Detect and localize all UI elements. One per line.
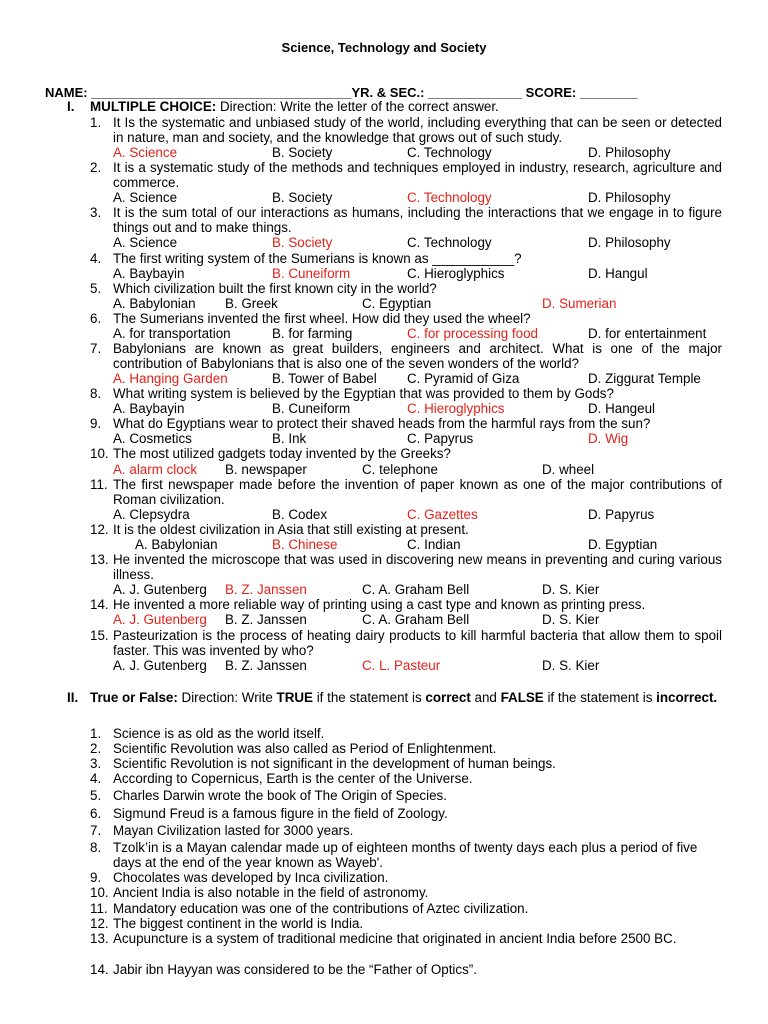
answer-choice-correct: A. J. Gutenberg — [113, 612, 207, 627]
mc-question — [90, 160, 722, 190]
question-text: It is the oldest civilization in Asia that still existing at present. — [113, 522, 469, 537]
answer-choice: B. Society — [272, 190, 333, 205]
item-number: 4. — [90, 771, 102, 786]
answer-choice: D. wheel — [542, 462, 595, 477]
answer-choice: D. Philosophy — [588, 145, 671, 160]
answer-choice: A. Baybayin — [113, 266, 185, 281]
answer-choice-correct: B. Z. Janssen — [225, 582, 307, 597]
section-number: I. — [67, 99, 75, 114]
section-label: MULTIPLE CHOICE: — [90, 99, 217, 114]
question-number: 13. — [90, 552, 109, 567]
student-info-line: NAME: ____________________________________YR. & SEC.: _____________ SCORE: ________ — [45, 85, 638, 100]
item-number: 10. — [90, 885, 109, 900]
item-number: 3. — [90, 756, 102, 771]
true-false-item — [90, 756, 722, 771]
answer-choice: C. Indian — [407, 537, 461, 552]
direction-part: if the statement is — [312, 690, 426, 705]
question-number: 5. — [90, 281, 102, 296]
answer-choice: B. Z. Janssen — [225, 612, 307, 627]
answer-choice: D. Hangul — [588, 266, 648, 281]
direction-part: TRUE — [276, 690, 313, 705]
question-number: 7. — [90, 341, 102, 356]
answer-choice: B. Z. Janssen — [225, 658, 307, 673]
true-false-item — [90, 962, 722, 977]
item-text: The biggest continent in the world is India. — [113, 916, 364, 931]
true-false-item — [90, 788, 722, 803]
question-number: 8. — [90, 386, 102, 401]
item-text: Charles Darwin wrote the book of The Origin of Species. — [113, 788, 447, 803]
true-false-item — [90, 931, 722, 946]
answer-choice: A. Babylonian — [135, 537, 218, 552]
section-number: II. — [67, 690, 79, 705]
question-text: He invented the microscope that was used in discovering new means in preventing and curing various illness. — [113, 552, 722, 583]
item-number: 12. — [90, 916, 109, 931]
question-number: 9. — [90, 416, 102, 431]
answer-choice-correct: A. alarm clock — [113, 462, 198, 477]
direction-part: FALSE — [500, 690, 544, 705]
answer-choice-correct: A. Science — [113, 145, 178, 160]
mc-question — [90, 628, 722, 658]
mc-question — [90, 341, 722, 371]
question-text: The Sumerians invented the first wheel. How did they used the wheel? — [113, 311, 531, 326]
mc-question — [90, 205, 722, 235]
question-number: 1. — [90, 115, 102, 130]
answer-choice-correct: A. Hanging Garden — [113, 371, 228, 386]
answer-choice: D. S. Kier — [542, 658, 600, 673]
answer-choice: A. Babylonian — [113, 296, 196, 311]
question-text: Babylonians are known as great builders, engineers and architect. What is one of the major contribution of Babylonians that is also one of the seven wonders of the world? — [113, 341, 722, 372]
mc-question — [90, 386, 722, 401]
answer-choice: A. for transportation — [113, 326, 231, 341]
item-text: Chocolates was developed by Inca civilization. — [113, 870, 389, 885]
answer-choice: D. S. Kier — [542, 582, 600, 597]
true-false-item — [90, 916, 722, 931]
true-false-item — [90, 823, 722, 838]
true-false-item — [90, 726, 722, 741]
answer-choice: B. Cuneiform — [272, 401, 351, 416]
mc-question — [90, 597, 722, 612]
question-text: He invented a more reliable way of printing using a cast type and known as printing press. — [113, 597, 646, 612]
answer-choice: D. Philosophy — [588, 190, 671, 205]
item-text: Science is as old as the world itself. — [113, 726, 325, 741]
question-number: 14. — [90, 597, 109, 612]
answer-choice: C. A. Graham Bell — [362, 582, 470, 597]
question-text: It Is the systematic and unbiased study of the world, including everything that can be seen or detected in nature, man and society, and the knowledge that grows out of such study. — [113, 115, 722, 146]
question-text: Pasteurization is the process of heating dairy products to kill harmful bacteria that allow them to spoil faster. This was invented by who? — [113, 628, 722, 659]
answer-choice-correct: D. Wig — [588, 431, 629, 446]
answer-choice: B. for farming — [272, 326, 353, 341]
question-text: The first writing system of the Sumerians is known as ___________? — [113, 251, 522, 266]
answer-choice: B. newspaper — [225, 462, 307, 477]
question-number: 10. — [90, 446, 109, 461]
answer-choice: D. Hangeul — [588, 401, 655, 416]
answer-choice: A. Science — [113, 235, 178, 250]
question-text: Which civilization built the first known city in the world? — [113, 281, 437, 296]
answer-choice: A. J. Gutenberg — [113, 658, 207, 673]
item-number: 11. — [90, 901, 108, 916]
true-false-item — [90, 840, 722, 870]
answer-choice: C. Technology — [407, 145, 492, 160]
answer-choice: D. S. Kier — [542, 612, 600, 627]
mc-question — [90, 552, 722, 582]
true-false-item — [90, 771, 722, 786]
item-number: 6. — [90, 806, 102, 821]
answer-choice-correct: D. Sumerian — [542, 296, 617, 311]
question-text: The most utilized gadgets today invented by the Greeks? — [113, 446, 451, 461]
answer-choice: D. Ziggurat Temple — [588, 371, 701, 386]
answer-choice: B. Society — [272, 145, 333, 160]
answer-choice: B. Tower of Babel — [272, 371, 377, 386]
item-number: 14. — [90, 962, 109, 977]
question-text: It is a systematic study of the methods and techniques employed in industry, research, agriculture and commerce. — [113, 160, 722, 191]
answer-choice: D. Papyrus — [588, 507, 655, 522]
item-text: Tzolk’in is a Mayan calendar made up of eighteen months of twenty days each plus a period of five days at the end of the year known as Wayeb'. — [113, 840, 698, 871]
answer-choice: C. Papyrus — [407, 431, 474, 446]
question-number: 15. — [90, 628, 109, 643]
answer-choice: C. Technology — [407, 235, 492, 250]
true-false-item — [90, 901, 722, 916]
question-text: The first newspaper made before the invention of paper known as one of the major contributions of Roman civilization. — [113, 477, 722, 508]
answer-choice: B. Ink — [272, 431, 307, 446]
answer-choice: A. Cosmetics — [113, 431, 192, 446]
true-false-item — [90, 806, 722, 821]
direction-part: if the statement is — [543, 690, 657, 705]
answer-choice: A. Clepsydra — [113, 507, 190, 522]
mc-question — [90, 311, 722, 326]
answer-choice-correct: C. Gazettes — [407, 507, 478, 522]
question-text: What writing system is believed by the Egyptian that was provided to them by Gods? — [113, 386, 614, 401]
answer-choice-correct: B. Society — [272, 235, 333, 250]
direction-part: and — [470, 690, 501, 705]
direction-part: incorrect. — [656, 690, 718, 705]
item-number: 2. — [90, 741, 102, 756]
question-number: 3. — [90, 205, 102, 220]
answer-choice: D. Philosophy — [588, 235, 671, 250]
mc-question — [90, 477, 722, 507]
mc-question — [90, 522, 722, 537]
mc-question — [90, 281, 722, 296]
answer-choice: C. Egyptian — [362, 296, 432, 311]
answer-choice: C. telephone — [362, 462, 438, 477]
question-number: 2. — [90, 160, 102, 175]
answer-choice-correct: C. Technology — [407, 190, 492, 205]
true-false-item — [90, 741, 722, 756]
answer-choice: A. Baybayin — [113, 401, 185, 416]
answer-choice-correct: B. Cuneiform — [272, 266, 351, 281]
question-text: It is the sum total of our interactions as humans, including the interactions that we engage in to figure things out and to make things. — [113, 205, 722, 236]
question-text: What do Egyptians wear to protect their shaved heads from the harmful rays from the sun? — [113, 416, 651, 431]
item-number: 9. — [90, 870, 102, 885]
mc-question — [90, 446, 722, 461]
answer-choice-correct: C. Hieroglyphics — [407, 401, 505, 416]
item-text: Ancient India is also notable in the field of astronomy. — [113, 885, 429, 900]
item-text: Mandatory education was one of the contributions of Aztec civilization. — [113, 901, 529, 916]
mc-question — [90, 416, 722, 431]
item-number: 8. — [90, 840, 102, 855]
answer-choice: C. Hieroglyphics — [407, 266, 505, 281]
item-number: 13. — [90, 931, 109, 946]
answer-choice-correct: C. for processing food — [407, 326, 538, 341]
direction-part: Direction: Write — [177, 690, 277, 705]
question-number: 6. — [90, 311, 102, 326]
item-text: Sigmund Freud is a famous figure in the field of Zoology. — [113, 806, 448, 821]
answer-choice: B. Greek — [225, 296, 278, 311]
question-number: 12. — [90, 522, 109, 537]
true-false-item — [90, 870, 722, 885]
answer-choice: B. Codex — [272, 507, 328, 522]
answer-choice: A. J. Gutenberg — [113, 582, 207, 597]
item-number: 7. — [90, 823, 102, 838]
answer-choice: C. Pyramid of Giza — [407, 371, 520, 386]
item-number: 1. — [90, 726, 102, 741]
item-text: Mayan Civilization lasted for 3000 years. — [113, 823, 354, 838]
direction-part: correct — [425, 690, 471, 705]
answer-choice: D. for entertainment — [588, 326, 707, 341]
item-text: Scientific Revolution was also called as Period of Enlightenment. — [113, 741, 497, 756]
item-text: Jabir ibn Hayyan was considered to be the “Father of Optics”. — [113, 962, 477, 977]
mc-question — [90, 251, 722, 266]
page-title: Science, Technology and Society — [281, 40, 487, 55]
item-text: Acupuncture is a system of traditional medicine that originated in ancient India before 2500 BC. — [113, 931, 677, 946]
answer-choice: A. Science — [113, 190, 178, 205]
answer-choice-correct: C. L. Pasteur — [362, 658, 441, 673]
answer-choice: D. Egyptian — [588, 537, 658, 552]
answer-choice-correct: B. Chinese — [272, 537, 338, 552]
answer-choice: C. A. Graham Bell — [362, 612, 470, 627]
mc-question — [90, 115, 722, 145]
question-number: 4. — [90, 251, 102, 266]
item-text: Scientific Revolution is not significant in the development of human beings. — [113, 756, 556, 771]
true-false-item — [90, 885, 722, 900]
section-label: True or False: — [90, 690, 178, 705]
item-number: 5. — [90, 788, 102, 803]
item-text: According to Copernicus, Earth is the center of the Universe. — [113, 771, 473, 786]
question-number: 11. — [90, 477, 108, 492]
section-direction: Direction: Write the letter of the correct answer. — [216, 99, 499, 114]
